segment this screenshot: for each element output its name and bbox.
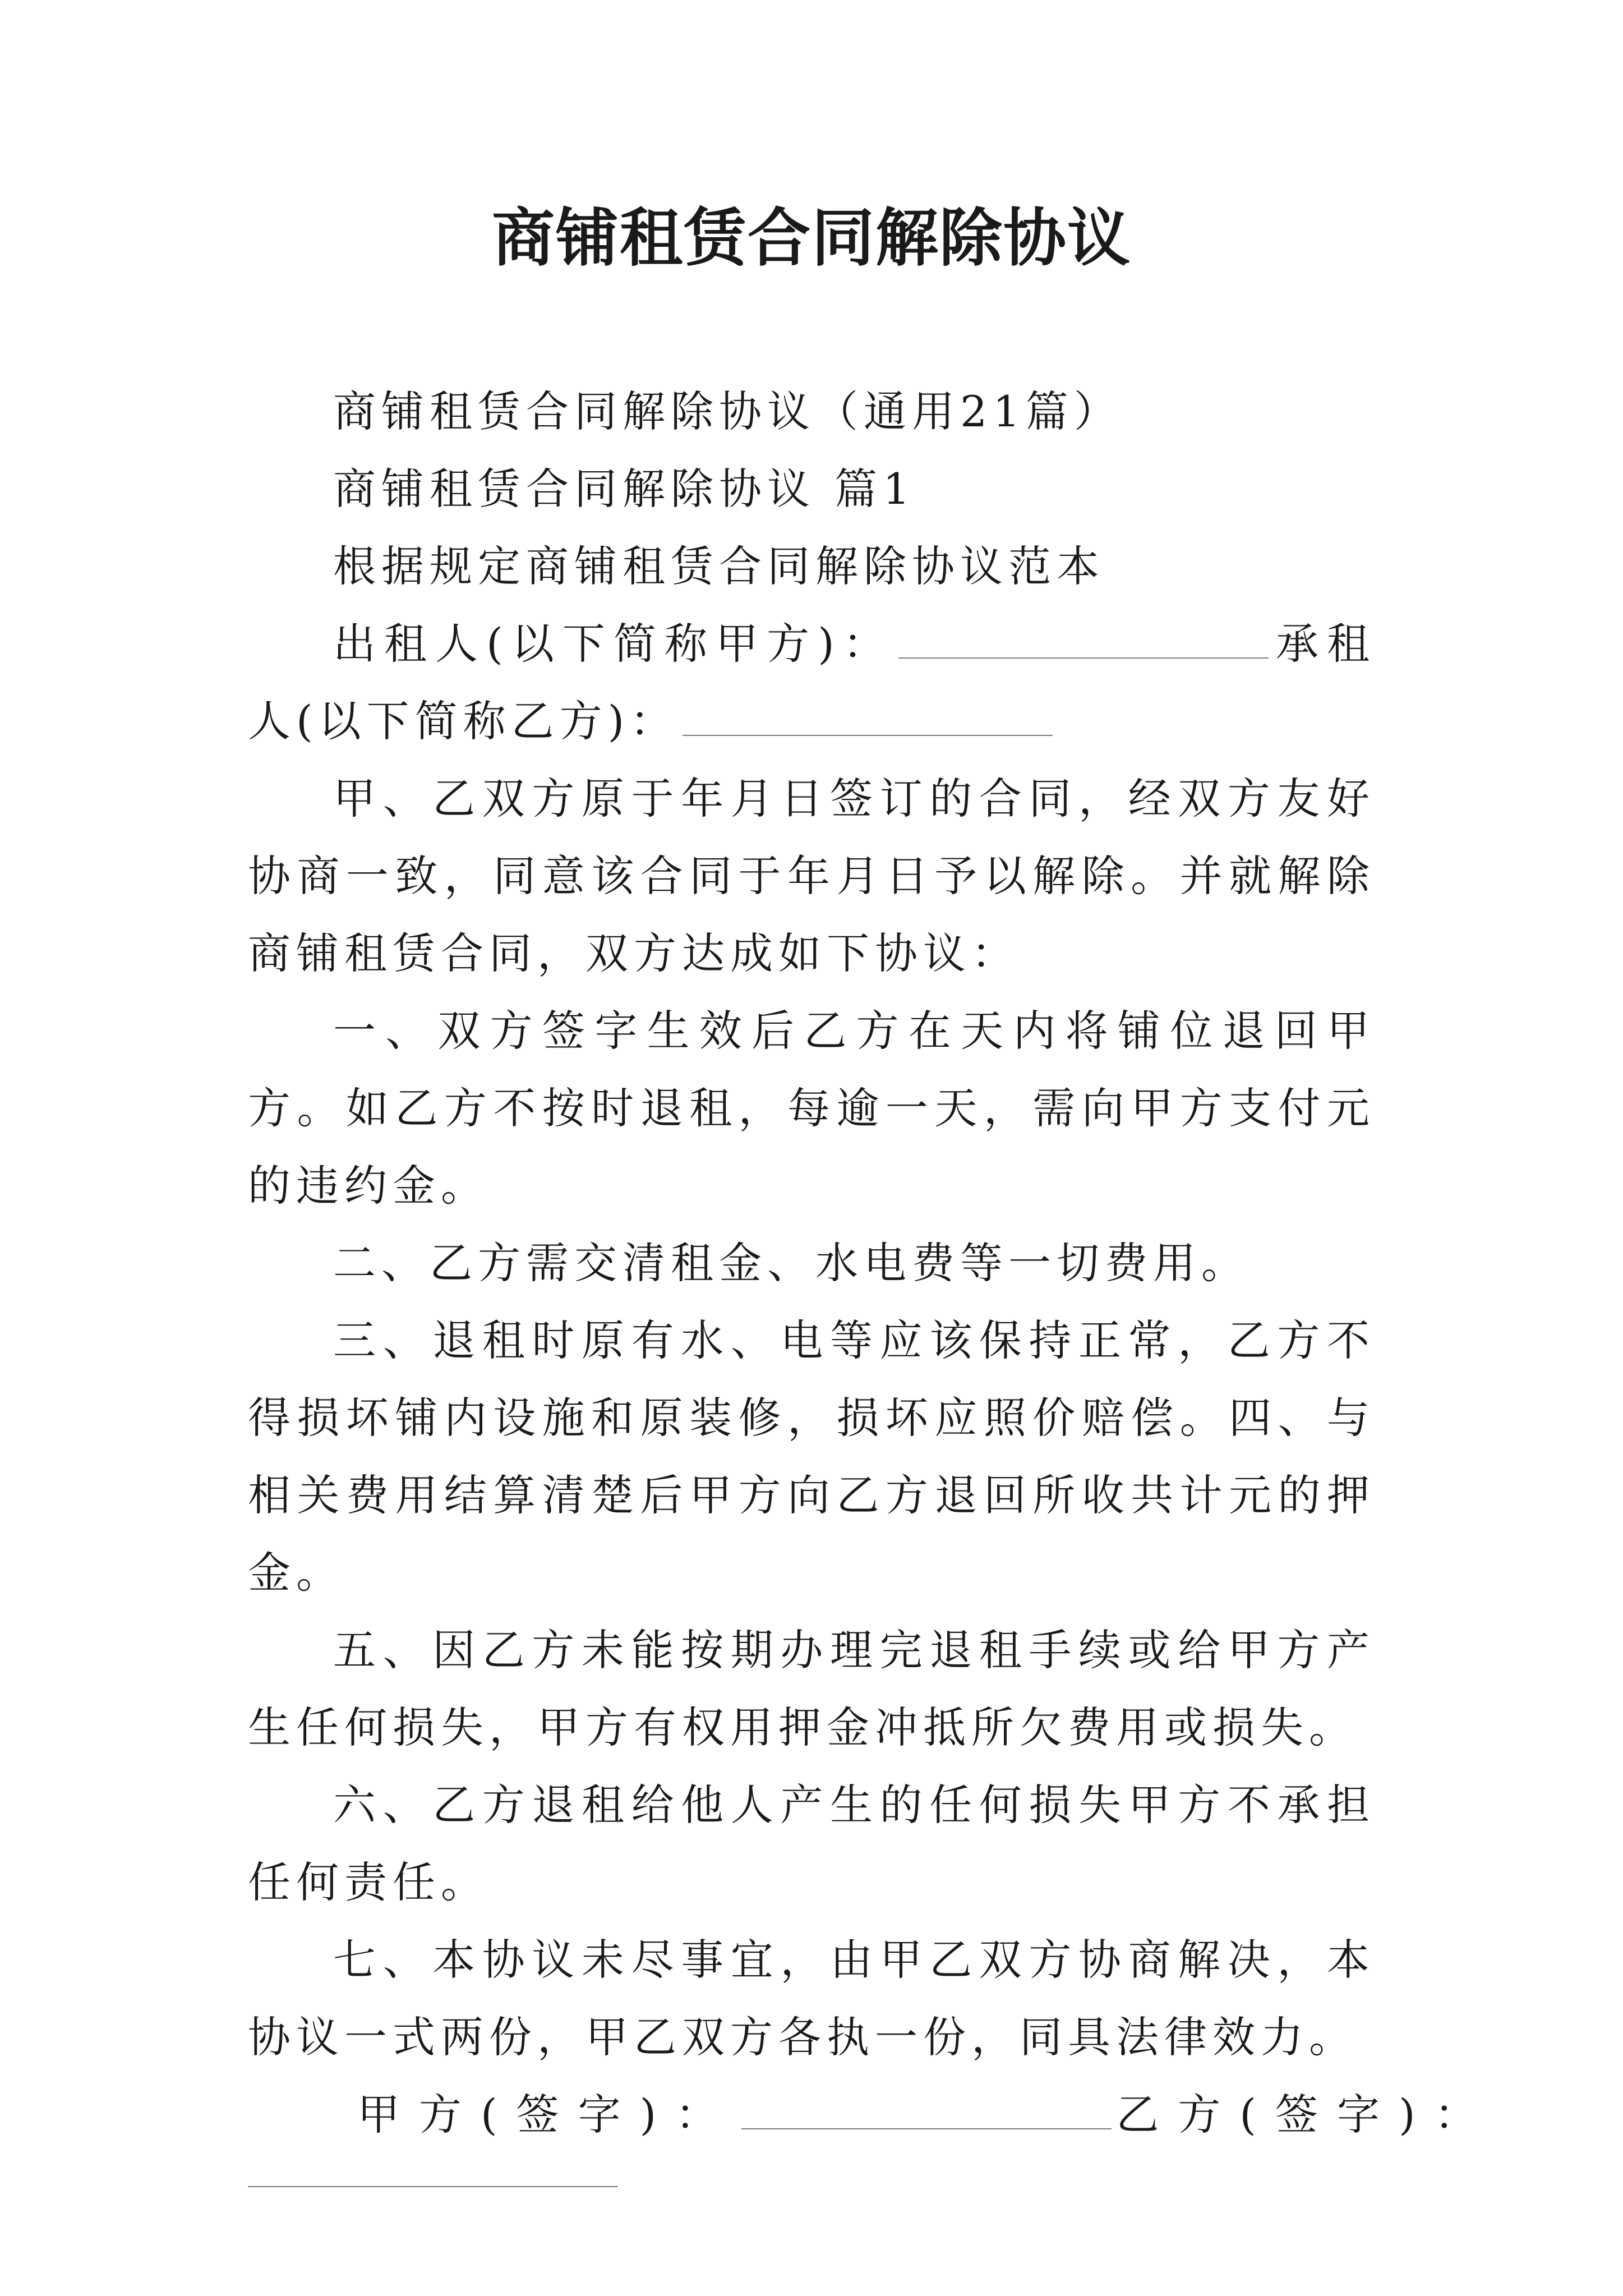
clause-7: 七、本协议未尽事宜，由甲乙双方协商解决，本协议一式两份，甲乙双方各执一份，同具法律效力。 [248, 1935, 1375, 2062]
lessor-blank-line [898, 624, 1269, 659]
party-a-signature-label: 甲方(签字)： [357, 2090, 737, 2139]
clause-5: 五、因乙方未能按期办理完退租手续或给甲方产生任何损失，甲方有权用押金冲抵所欠费用或损失。 [248, 1625, 1375, 1752]
clause-2: 二、乙方需交清租金、水电费等一切费用。 [333, 1238, 1249, 1288]
clause-1: 一、双方签字生效后乙方在天内将铺位退回甲方。如乙方不按时退租，每逾一天，需向甲方支付元的违约金。 [248, 1006, 1375, 1211]
clause-6: 六、乙方退租给他人产生的任何损失甲方不承担任何责任。 [248, 1780, 1375, 1907]
party-a-signature-blank [741, 2095, 1112, 2129]
document-body [248, 373, 1496, 2187]
section-heading: 商铺租赁合同解除协议 篇1 [333, 464, 916, 514]
party-b-signature-blank [248, 2186, 618, 2187]
intro-line: 根据规定商铺租赁合同解除协议范本 [333, 541, 1105, 591]
parties-paragraph [248, 605, 1375, 760]
clause-3: 三、退租时原有水、电等应该保持正常，乙方不得损坏铺内设施和原装修，损坏应照价赔偿。四、与相关费用结算清楚后甲方向乙方退回所收共计元的押金。 [248, 1315, 1375, 1598]
party-b-signature-label: 乙方(签字)： [1116, 2090, 1496, 2139]
document-subtitle: 商铺租赁合同解除协议（通用21篇） [333, 386, 1122, 436]
lessor-label: 出租人(以下简称甲方)： [333, 619, 894, 669]
document-title: 商铺租赁合同解除协议 [492, 201, 1131, 275]
lessee-blank-line [683, 701, 1053, 736]
lessee-label: 承租人(以下简称乙方)： [248, 619, 1375, 746]
signature-line [248, 2076, 1496, 2154]
preamble-paragraph: 甲、乙双方原于年月日签订的合同，经双方友好协商一致，同意该合同于年月日予以解除。并就解除商铺租赁合同，双方达成如下协议： [248, 774, 1375, 978]
